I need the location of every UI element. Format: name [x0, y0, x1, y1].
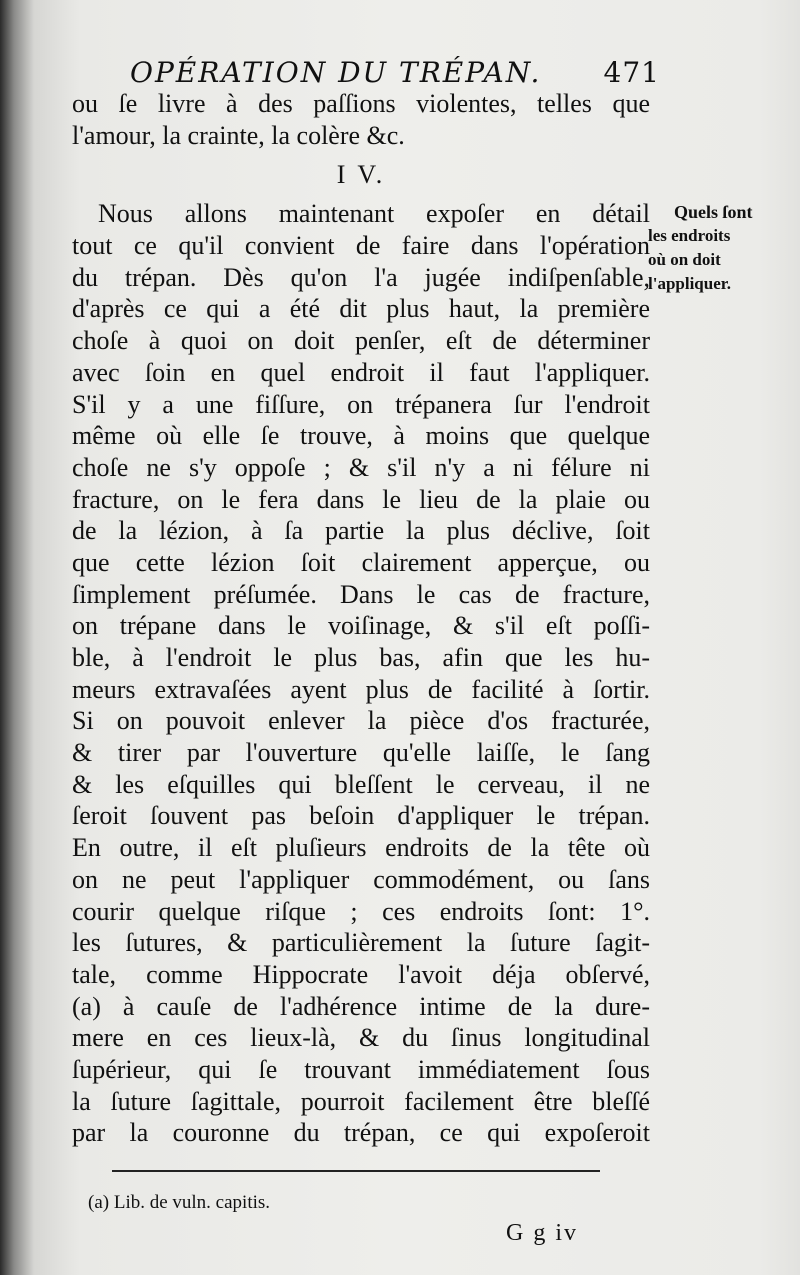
- footnote: (a) Lib. de vuln. capitis.: [88, 1192, 271, 1213]
- page-number: 471: [603, 55, 660, 89]
- text-line: S'il y a une fiſſure, on trépanera ſur l'endroit: [72, 389, 650, 419]
- text-line: ſupérieur, qui ſe trouvant immédiatement ſous: [72, 1054, 650, 1084]
- text-line: choſe ne s'y oppoſe ; & s'il n'y a ni félure ni: [72, 452, 650, 482]
- margin-note-line: Quels ſont: [674, 202, 753, 222]
- text-line: par la couronne du trépan, ce qui expoſeroit: [72, 1118, 650, 1148]
- text-line: que cette lézion ſoit clairement apperçue, ou: [72, 547, 650, 577]
- footnote-rule: [112, 1170, 600, 1172]
- text-line: Nous allons maintenant expoſer en détail: [98, 199, 650, 229]
- text-line: ſeroit ſouvent pas beſoin d'appliquer le trépan.: [72, 801, 650, 831]
- text-line: du trépan. Dès qu'on l'a jugée indiſpenſable,: [72, 262, 650, 292]
- text-line: & tirer par l'ouverture qu'elle laiſſe, le ſang: [72, 738, 650, 768]
- text-line: d'après ce qui a été dit plus haut, la première: [72, 294, 650, 324]
- text-line: courir quelque riſque ; ces endroits ſont: 1°.: [72, 896, 650, 926]
- text-line: tale, comme Hippocrate l'avoit déja obſervé,: [72, 959, 650, 989]
- text-line: En outre, il eſt pluſieurs endroits de la tête où: [72, 833, 650, 863]
- text-line: ble, à l'endroit le plus bas, afin que les hu-: [72, 643, 650, 672]
- text-line: les ſutures, & particulièrement la ſuture ſagit-: [72, 928, 650, 958]
- text-line: on trépane dans le voiſinage, & s'il eſt poſſi-: [72, 611, 650, 641]
- text-line: & les eſquilles qui bleſſent le cerveau, il ne: [72, 769, 650, 799]
- running-header: [130, 52, 660, 92]
- main-text: [72, 88, 650, 1149]
- text-line: avec ſoin en quel endroit il faut l'appliquer.: [72, 357, 650, 387]
- text-line: choſe à quoi on doit penſer, eſt de déterminer: [72, 326, 650, 356]
- text-line: ou ſe livre à des paſſions violentes, telles que: [72, 89, 650, 118]
- text-line: meurs extravaſées ayent plus de facilité à ſortir.: [72, 674, 650, 704]
- text-line: la ſuture ſagittale, pourroit facilement être bleſſé: [72, 1086, 650, 1116]
- text-line: fracture, on le fera dans le lieu de la plaie ou: [72, 484, 650, 514]
- text-line: même où elle ſe trouve, à moins que quelque: [72, 421, 650, 451]
- text-line: (a) à cauſe de l'adhérence intime de la dure-: [72, 991, 650, 1021]
- margin-note-line: l'appliquer.: [648, 274, 731, 293]
- text-line: ſimplement préſumée. Dans le cas de fracture,: [72, 579, 650, 609]
- text-line: de la lézion, à ſa partie la plus déclive, ſoit: [72, 516, 650, 546]
- margin-note-line: les endroits: [648, 226, 731, 245]
- text-line: l'amour, la crainte, la colère &c.: [72, 120, 405, 150]
- section-heading: I V.: [336, 160, 386, 190]
- margin-note: [648, 200, 768, 296]
- signature-mark: G g iv: [506, 1220, 578, 1246]
- text-line: mere en ces lieux-là, & du ſinus longitudinal: [72, 1023, 650, 1053]
- margin-note-line: où on doit: [648, 250, 721, 269]
- text-line: on ne peut l'appliquer commodément, ou ſans: [72, 864, 650, 894]
- text-line: Si on pouvoit enlever la pièce d'os fracturée,: [72, 706, 650, 736]
- running-title: OPÉRATION DU TRÉPAN.: [130, 55, 542, 89]
- text-line: tout ce qu'il convient de faire dans l'opération: [72, 231, 650, 261]
